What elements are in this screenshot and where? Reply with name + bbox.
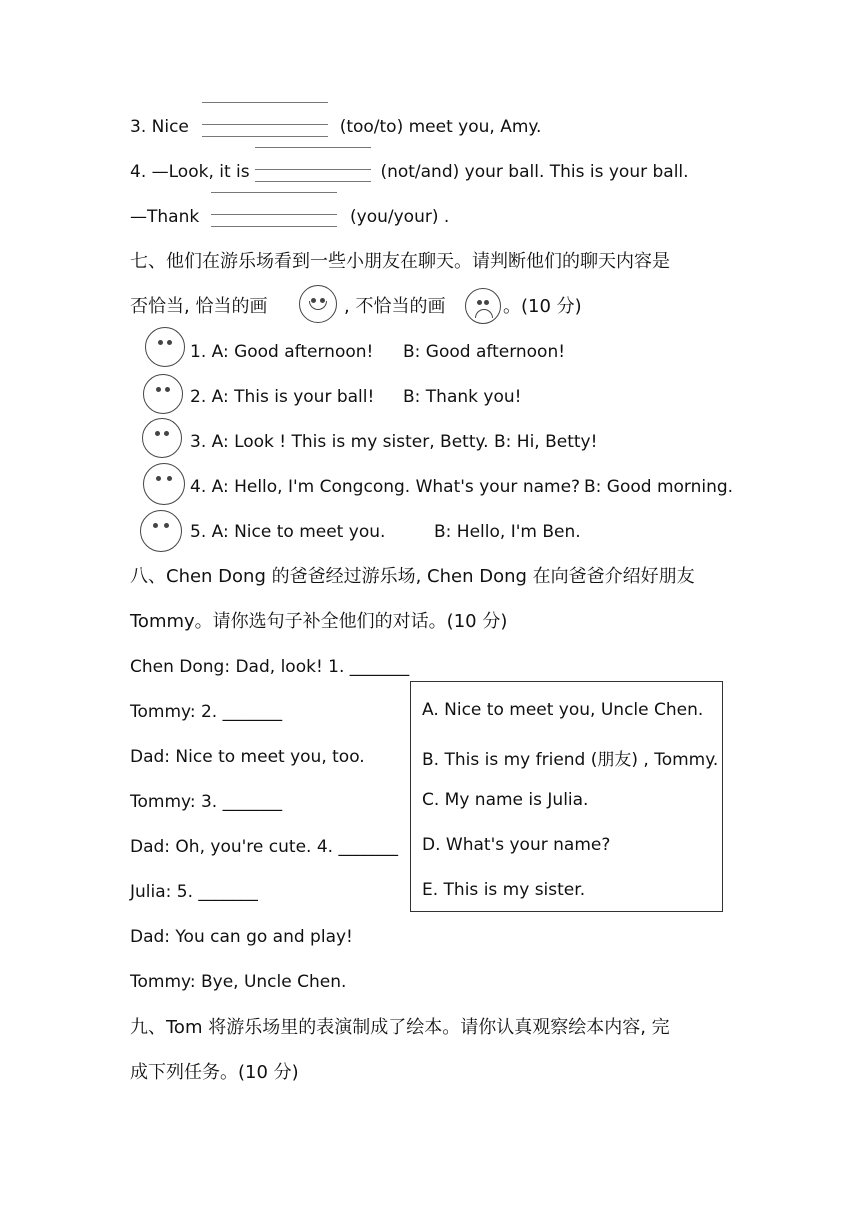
choice-e: E. This is my sister. [422, 880, 586, 900]
section7-heading-line2c: 。(10 分) [503, 296, 582, 317]
judge-item-5: 5. A: Nice to meet you. B: Hello, I'm Ben. [190, 522, 581, 542]
dialogue-line-3: Dad: Nice to meet you, too. [130, 747, 365, 767]
dialogue-line-5: Dad: Oh, you're cute. 4. _______ [130, 837, 398, 857]
blank-face-icon[interactable] [143, 463, 185, 505]
answer-blank[interactable] [255, 161, 371, 183]
choice-b: B. This is my friend (朋友) , Tommy. [422, 750, 719, 770]
choice-c: C. My name is Julia. [422, 790, 589, 810]
dialogue-line-4: Tommy: 3. _______ [130, 792, 283, 812]
answer-blank[interactable] [202, 116, 328, 138]
judge-item-1: 1. A: Good afternoon! B: Good afternoon! [190, 342, 566, 362]
section8-heading-line1: 八、Chen Dong 的爸爸经过游乐场, Chen Dong 在向爸爸介绍好朋友 [130, 566, 695, 587]
section9-heading-line1: 九、Tom 将游乐场里的表演制成了绘本。请你认真观察绘本内容, 完 [130, 1017, 670, 1038]
dialogue-line-6: Julia: 5. _______ [130, 882, 258, 902]
blank-face-icon[interactable] [142, 418, 182, 458]
section7-heading-line1: 七、他们在游乐场看到一些小朋友在聊天。请判断他们的聊天内容是 [130, 251, 670, 272]
choice-a: A. Nice to meet you, Uncle Chen. [422, 700, 704, 720]
judge-item-2: 2. A: This is your ball! B: Thank you! [190, 387, 522, 407]
blank-face-icon[interactable] [145, 327, 185, 367]
choice-box [410, 681, 723, 912]
dialogue-line-1: Chen Dong: Dad, look! 1. _______ [130, 657, 410, 677]
fill-blank-4: 4. —Look, it is (not/and) your ball. This is your ball. [130, 161, 689, 183]
section7-heading-line2: 否恰当, 恰当的画 [130, 296, 268, 317]
fill-blank-3: 3. Nice (too/to) meet you, Amy. [130, 116, 541, 138]
judge-item-3: 3. A: Look ! This is my sister, Betty. B: Hi, Betty! [190, 432, 598, 452]
blank-face-icon[interactable] [143, 374, 183, 414]
sad-face-icon [465, 288, 501, 324]
smiley-face-icon [299, 285, 337, 323]
blank-face-icon[interactable] [140, 510, 182, 552]
judge-item-4: 4. A: Hello, I'm Congcong. What's your name? B: Good morning. [190, 477, 734, 497]
section9-heading-line2: 成下列任务。(10 分) [130, 1062, 299, 1083]
section8-heading-line2: Tommy。请你选句子补全他们的对话。(10 分) [130, 611, 508, 632]
dialogue-line-8: Tommy: Bye, Uncle Chen. [130, 972, 347, 992]
section7-heading-line2b: , 不恰当的画 [344, 296, 446, 317]
answer-blank[interactable] [211, 206, 337, 228]
dialogue-line-2: Tommy: 2. _______ [130, 702, 283, 722]
dialogue-line-7: Dad: You can go and play! [130, 927, 353, 947]
choice-d: D. What's your name? [422, 835, 611, 855]
fill-blank-thank: —Thank (you/your) . [130, 206, 449, 228]
